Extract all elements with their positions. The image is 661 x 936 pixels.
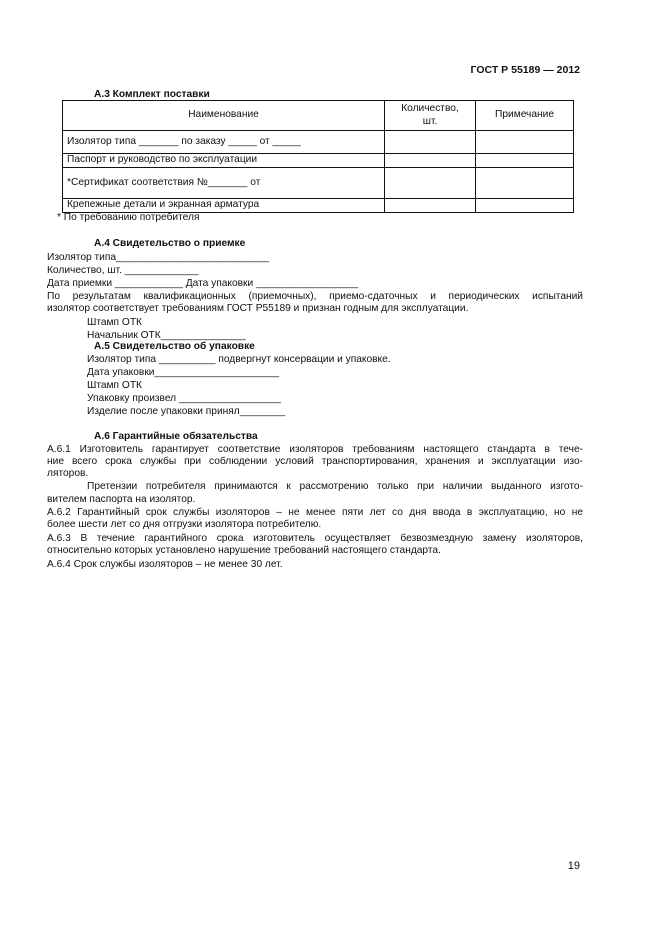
acceptance-paragraph-line2: изолятор соответствует требованиям ГОСТ Р55189 и признан годным для эксплуатации. (47, 303, 469, 315)
warranty-p2-line2: вителем паспорта на изолятор. (47, 494, 196, 505)
column-header-quantity-line1: Количество, (401, 102, 459, 114)
packing-date: Дата упаковки______________________ (87, 367, 280, 378)
packing-stamp: Штамп ОТК (87, 380, 142, 391)
table-cell: *Сертификат соответствия №_______ от (63, 168, 385, 199)
table-row (63, 168, 574, 199)
table-footnote: * По требованию потребителя (57, 212, 200, 223)
table-cell (385, 168, 476, 199)
document-header: ГОСТ Р 55189 — 2012 (470, 64, 580, 76)
warranty-p1-line1: А.6.1 Изготовитель гарантирует соответствие изоляторов требованиям настоящего стандарта в тече- (47, 444, 583, 455)
column-header-quantity-line2: шт. (422, 115, 438, 127)
packing-accepted-by: Изделие после упаковки принял________ (87, 406, 286, 417)
warranty-paragraph-3 (47, 507, 583, 531)
acceptance-quantity: Количество, шт. _____________ (47, 265, 199, 276)
warranty-p4-line2: относительно которых установлено нарушение требований настоящего стандарта. (47, 545, 441, 557)
warranty-p4-line1: А.6.3 В течение гарантийного срока изготовитель осуществляет безвозмездную замену изоляторов, (47, 533, 583, 544)
table-row (63, 199, 574, 213)
section-a5-title: А.5 Свидетельство об упаковке (94, 341, 255, 352)
column-header-name: Наименование (63, 101, 385, 131)
warranty-p3-line2: более шести лет со дня отгрузки изолятора потребителю. (47, 519, 322, 531)
warranty-paragraph-1 (47, 444, 583, 481)
table-row (63, 131, 574, 154)
table-cell: Паспорт и руководство по эксплуатации (63, 154, 385, 168)
warranty-paragraph-5: А.6.4 Срок службы изоляторов – не менее 30 лет. (47, 559, 283, 570)
column-header-note: Примечание (476, 101, 574, 131)
section-a6-title: А.6 Гарантийные обязательства (94, 431, 258, 442)
table-header-row (63, 101, 574, 131)
section-a3-title: А.3 Комплект поставки (94, 89, 210, 100)
acceptance-paragraph-line1: По результатам квалификационных (приемочных), приемо-сдаточных и периодических испытаний (47, 291, 583, 302)
table-cell: Крепежные детали и экранная арматура (63, 199, 385, 213)
otk-chief: Начальник ОТК_______________ (87, 330, 246, 341)
warranty-paragraph-2 (87, 481, 583, 493)
acceptance-dates: Дата приемки ____________ Дата упаковки __________________ (47, 278, 359, 289)
acceptance-paragraph (47, 291, 583, 315)
table-cell (385, 154, 476, 168)
supply-table (62, 100, 574, 213)
table-cell (476, 131, 574, 154)
table-cell: Изолятор типа _______ по заказу _____ от _____ (63, 131, 385, 154)
warranty-paragraph-4 (47, 533, 583, 557)
warranty-p2-line1: Претензии потребителя принимаются к рассмотрению только при наличии выданного изгото- (87, 481, 583, 492)
table-cell (385, 131, 476, 154)
table-cell (385, 199, 476, 213)
table-row (63, 154, 574, 168)
packing-insulator-type: Изолятор типа __________ подвергнут консервации и упаковке. (87, 354, 391, 365)
section-a4-title: А.4 Свидетельство о приемке (94, 238, 246, 249)
warranty-p1-line3: ляторов. (47, 468, 89, 480)
packing-performed-by: Упаковку произвел __________________ (87, 393, 281, 404)
acceptance-insulator-type: Изолятор типа___________________________ (47, 252, 270, 263)
table-cell (476, 154, 574, 168)
column-header-quantity (385, 101, 476, 131)
otk-stamp: Штамп ОТК (87, 317, 142, 328)
table-cell (476, 199, 574, 213)
warranty-p1-line2: ние всего срока службы при соблюдении условий транспортирования, хранения и эксплуатации изо- (47, 456, 583, 468)
warranty-p3-line1: А.6.2 Гарантийный срок службы изоляторов – не менее пяти лет со дня ввода в эксплуатацию, но не (47, 507, 583, 518)
table-cell (476, 168, 574, 199)
page-number: 19 (567, 860, 580, 872)
